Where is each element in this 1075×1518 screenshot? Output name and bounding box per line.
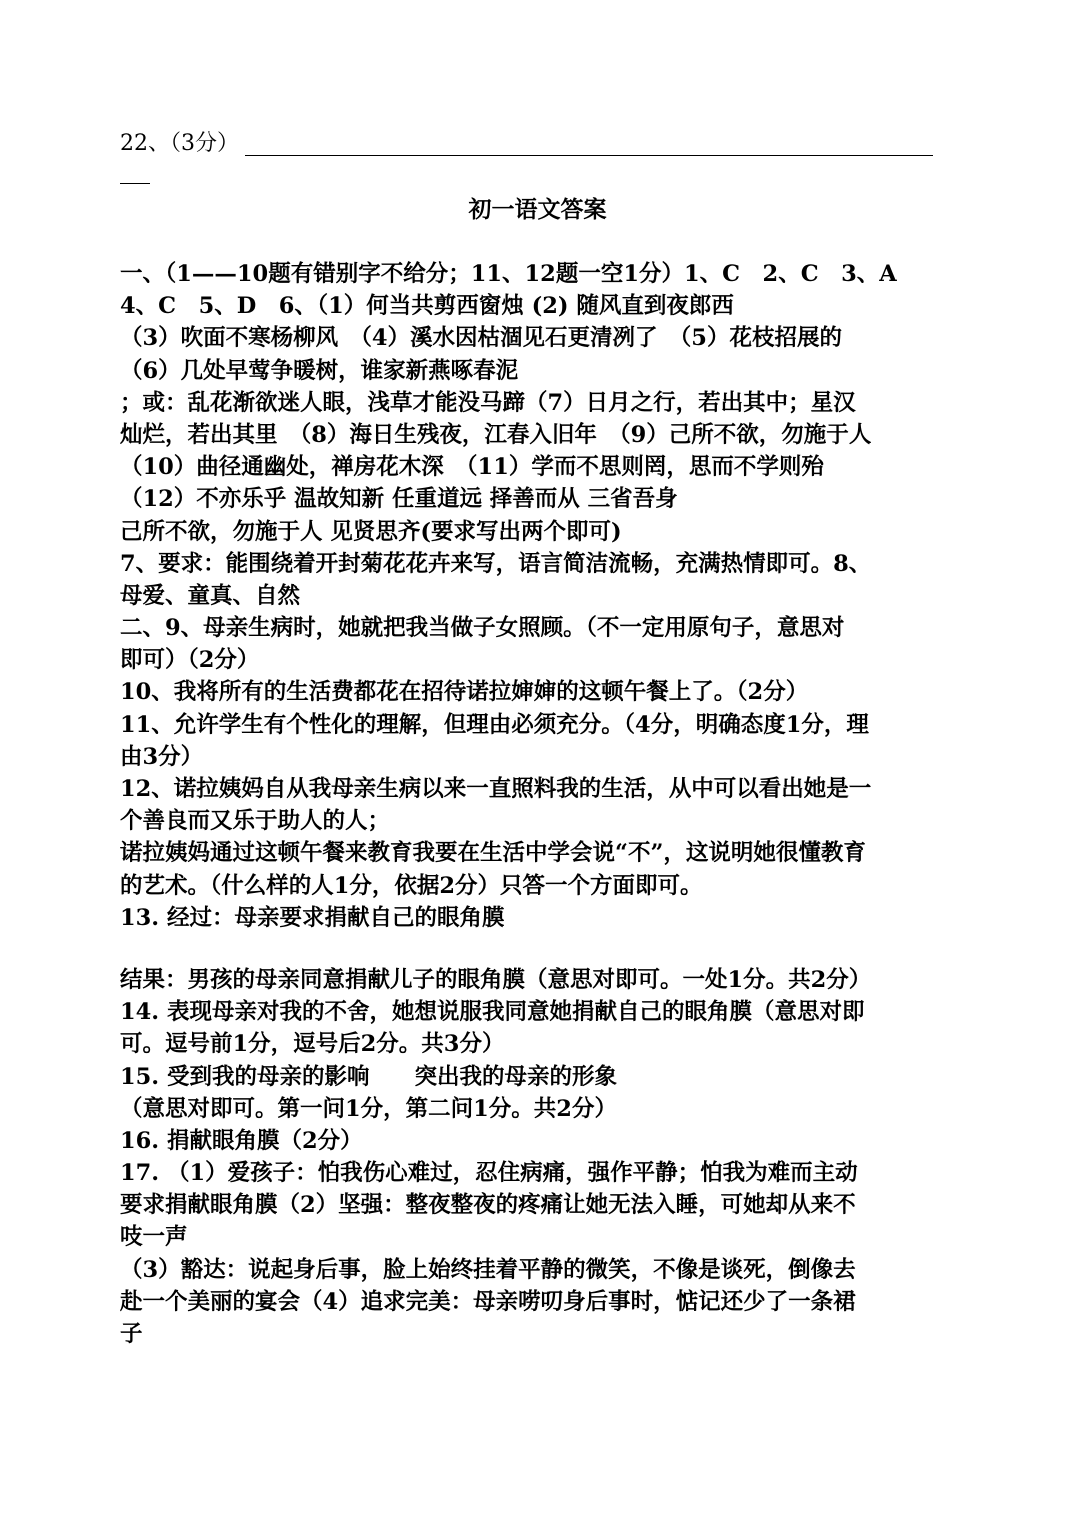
answer-line: 16. 捐献眼角膜（2分） — [120, 1127, 363, 1154]
question-22 — [120, 128, 950, 160]
answer-line: 灿烂，若出其里 （8）海日生残夜，江春入旧年 （9）己所不欲，勿施于人 — [120, 421, 872, 448]
answer-line: 诺拉姨妈通过这顿午餐来教育我要在生活中学会说“不”，这说明她很懂教育 — [120, 840, 866, 867]
answer-line: 17. （1）爱孩子：怕我伤心难过，忍住病痛，强作平静；怕我为难而主动 — [120, 1160, 858, 1187]
answer-line: 即可）（2分） — [120, 647, 260, 674]
answer-line: 要求捐献眼角膜（2）坚强：整夜整夜的疼痛让她无法入睡，可她却从来不 — [120, 1192, 856, 1219]
answer-line: 一、（1——10题有错别字不给分；11、12题一空1分）1、C 2、C 3、A — [120, 261, 897, 287]
answer-line: 结果：男孩的母亲同意捐献儿子的眼角膜（意思对即可。一处1分。共2分） — [120, 966, 872, 993]
answer-line: 10、我将所有的生活费都花在招待诺拉婶婶的这顿午餐上了。（2分） — [120, 679, 809, 706]
page-title: 初一语文答案 — [468, 196, 607, 223]
answer-line — [120, 934, 960, 964]
answer-key-body — [120, 258, 960, 1350]
answer-line: 4、C 5、D 6、（1）何当共剪西窗烛 (2) 随风直到夜郎西 — [120, 293, 734, 320]
answer-line: 己所不欲，勿施于人 见贤思齐(要求写出两个即可) — [120, 518, 622, 545]
answer-line: （意思对即可。第一问1分，第二问1分。共2分） — [120, 1095, 617, 1122]
answer-line: 11、允许学生有个性化的理解，但理由必须充分。（4分，明确态度1分，理 — [120, 711, 869, 738]
answer-line: （12）不亦乐乎 温故知新 任重道远 择善而从 三省吾身 — [120, 486, 678, 513]
answer-line: 7、要求：能围绕着开封菊花花卉来写，语言简洁流畅，充满热情即可。8、 — [120, 550, 872, 577]
answer-line: 个善良而又乐于助人的人； — [120, 808, 391, 835]
answer-line: （3）豁达：说起身后事，脸上始终挂着平静的微笑，不像是谈死，倒像去 — [120, 1256, 856, 1283]
answer-blank-line-continuation — [120, 183, 150, 184]
answer-line: 吱一声 — [120, 1224, 188, 1251]
answer-line: 12、诺拉姨妈自从我母亲生病以来一直照料我的生活，从中可以看出她是一 — [120, 776, 872, 802]
answer-line: 13. 经过：母亲要求捐献自己的眼角膜 — [120, 904, 505, 931]
answer-line: 赴一个美丽的宴会（4）追求完美：母亲唠叨身后事时，惦记还少了一条裙 — [120, 1288, 856, 1315]
answer-line: 二、9、母亲生病时，她就把我当做子女照顾。（不一定用原句子，意思对 — [120, 615, 845, 642]
answer-line: 由3分） — [120, 743, 204, 770]
answer-line: （3）吹面不寒杨柳风 （4）溪水因枯涸见石更清冽了 （5）花枝招展的 — [120, 325, 842, 352]
answer-line: ；或：乱花渐欲迷人眼，浅草才能没马蹄（7）日月之行，若出其中；星汉 — [120, 389, 856, 416]
answer-blank-line — [245, 128, 933, 156]
answer-line: （10）曲径通幽处，禅房花木深 （11）学而不思则罔，思而不学则殆 — [120, 454, 824, 481]
answer-line: 的艺术。（什么样的人1分，依据2分）只答一个方面即可。 — [120, 872, 703, 899]
answer-line: 子 — [120, 1321, 143, 1347]
answer-line: 14. 表现母亲对我的不舍，她想说服我同意她捐献自己的眼角膜（意思对即 — [120, 999, 865, 1026]
answer-line: 可。逗号前1分，逗号后2分。共3分） — [120, 1031, 505, 1058]
question-22-label: 22、（3分） — [120, 131, 239, 156]
answer-line: （6）几处早莺争暖树，谁家新燕啄春泥 — [120, 357, 519, 384]
answer-line: 15. 受到我的母亲的影响 突出我的母亲的形象 — [120, 1063, 617, 1090]
answer-line: 母爱、童真、自然 — [120, 582, 301, 609]
